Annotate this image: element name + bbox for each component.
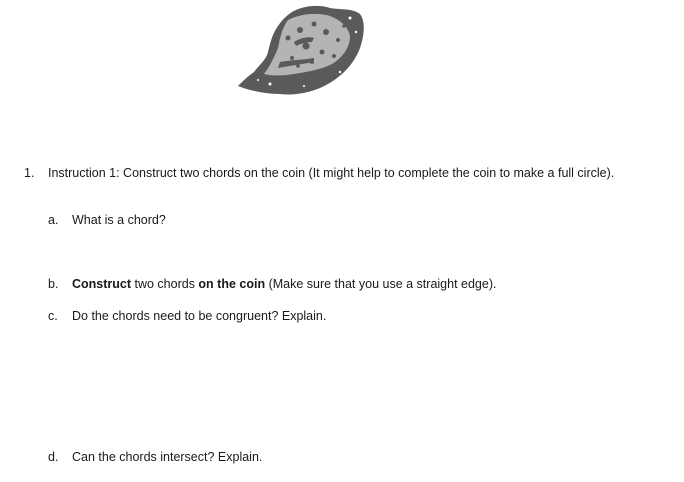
question-instruction: Instruction 1: Construct two chords on the coin (It might help to complete the coin to make a full circle). xyxy=(48,166,615,180)
bold-text: on the coin xyxy=(198,277,266,291)
question-number: 1. xyxy=(24,166,35,180)
sub-question-b xyxy=(48,277,496,292)
sub-question-text: Do the chords need to be congruent? Explain. xyxy=(72,309,327,323)
bold-text: Construct xyxy=(72,277,132,291)
sub-question-letter: c. xyxy=(48,309,58,323)
sub-question-d xyxy=(48,450,262,465)
sub-question-letter: d. xyxy=(48,450,59,464)
sub-question-c xyxy=(48,309,326,324)
sub-question-letter: b. xyxy=(48,277,59,291)
plain-text: two chords xyxy=(131,277,199,291)
sub-question-letter: a. xyxy=(48,213,59,227)
sub-question-text: What is a chord? xyxy=(72,213,166,227)
sub-question-text: Can the chords intersect? Explain. xyxy=(72,450,263,464)
sub-question-a xyxy=(48,213,166,228)
broken-coin-image xyxy=(230,2,370,110)
plain-text: (Make sure that you use a straight edge). xyxy=(265,277,497,291)
